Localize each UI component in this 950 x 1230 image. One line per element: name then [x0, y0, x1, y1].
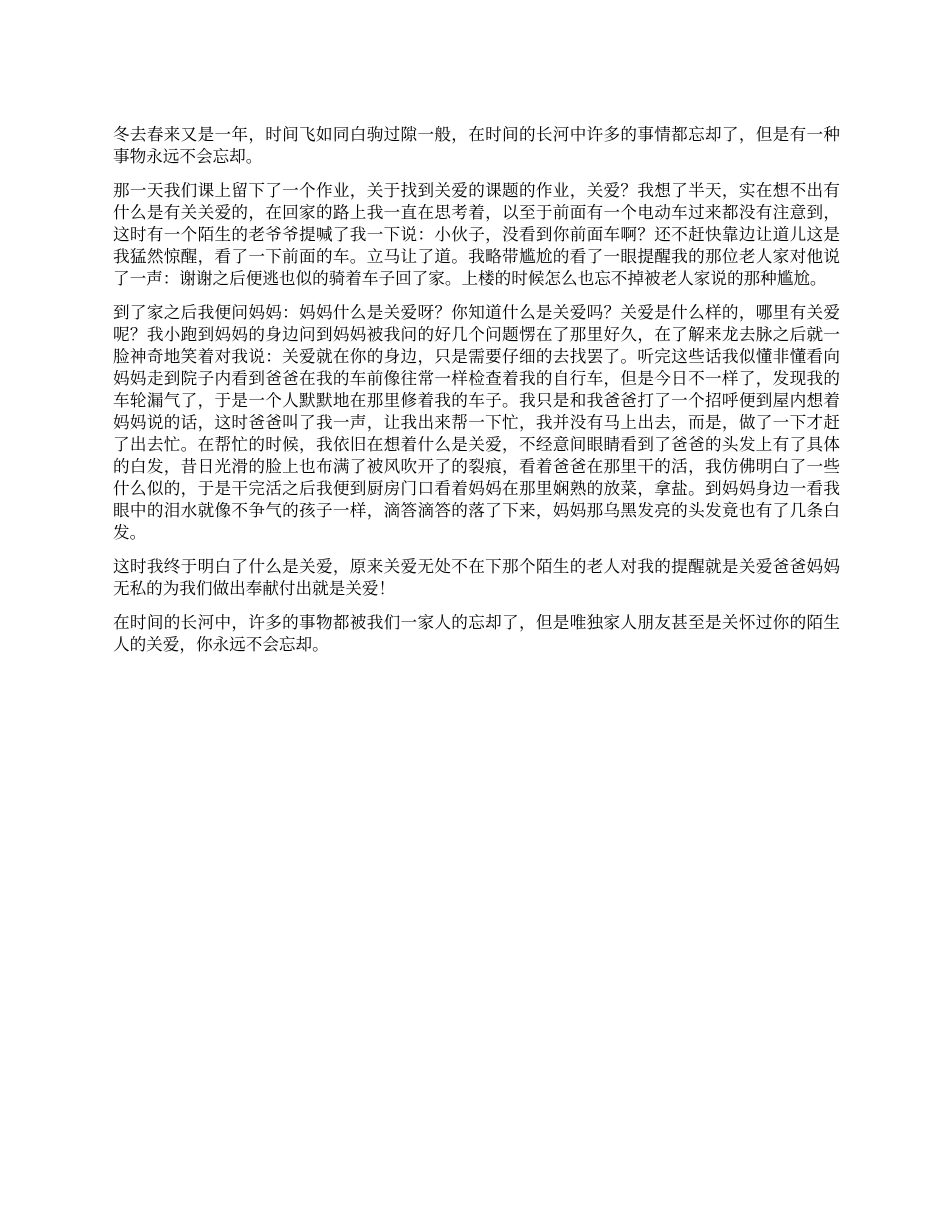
paragraph-1: 冬去春来又是一年，时间飞如同白驹过隙一般，在时间的长河中许多的事情都忘却了，但是有一种事物永远不会忘却。: [113, 125, 840, 166]
paragraph-5: 在时间的长河中，许多的事物都被我们一家人的忘却了，但是唯独家人朋友甚至是关怀过你的陌生人的关爱，你永远不会忘却。: [113, 613, 840, 654]
paragraph-2: 那一天我们课上留下了一个作业，关于找到关爱的课题的作业，关爱？我想了半天，实在想不出有什么是有关关爱的，在回家的路上我一直在思考着，以至于前面有一个电动车过来都没有注意到，这时有一个陌生的老爷爷提喊了我一下说：小伙子，没看到你前面车啊？还不赶快靠边让道儿这是我猛然惊醒，看了一下前面的车。立马让了道。我略带尴尬的看了一眼提醒我的那位老人家对他说了一声：谢谢之后便逃也似的骑着车子回了家。上楼的时候怎么也忘不掉被老人家说的那种尴尬。: [113, 181, 840, 288]
paragraph-3: 到了家之后我便问妈妈：妈妈什么是关爱呀？你知道什么是关爱吗？关爱是什么样的，哪里有关爱呢？我小跑到妈妈的身边问到妈妈被我问的好几个问题愣在了那里好久，在了解来龙去脉之后就一脸神奇地笑着对我说：关爱就在你的身边，只是需要仔细的去找罢了。听完这些话我似懂非懂看向妈妈走到院子内看到爸爸在我的车前像往常一样检查着我的自行车，但是今日不一样了，发现我的车轮漏气了，于是一个人默默地在那里修着我的车子。我只是和我爸爸打了一个招呼便到屋内想着妈妈说的话，这时爸爸叫了我一声，让我出来帮一下忙，我并没有马上出去，而是，做了一下才赶了出去忙。在帮忙的时候，我依旧在想着什么是关爱，不经意间眼睛看到了爸爸的头发上有了具体的白发，昔日光滑的脸上也布满了被风吹开了的裂痕，看着爸爸在那里干的活，我仿佛明白了一些什么似的，于是干完活之后我便到厨房门口看着妈妈在那里娴熟的放菜，拿盐。到妈妈身边一看我眼中的泪水就像不争气的孩子一样，滴答滴答的落了下来，妈妈那乌黑发亮的头发竟也有了几条白发。: [113, 303, 840, 542]
paragraph-4: 这时我终于明白了什么是关爱，原来关爱无处不在下那个陌生的老人对我的提醒就是关爱爸爸妈妈无私的为我们做出奉献付出就是关爱！: [113, 557, 840, 598]
document-body: [113, 124, 840, 668]
